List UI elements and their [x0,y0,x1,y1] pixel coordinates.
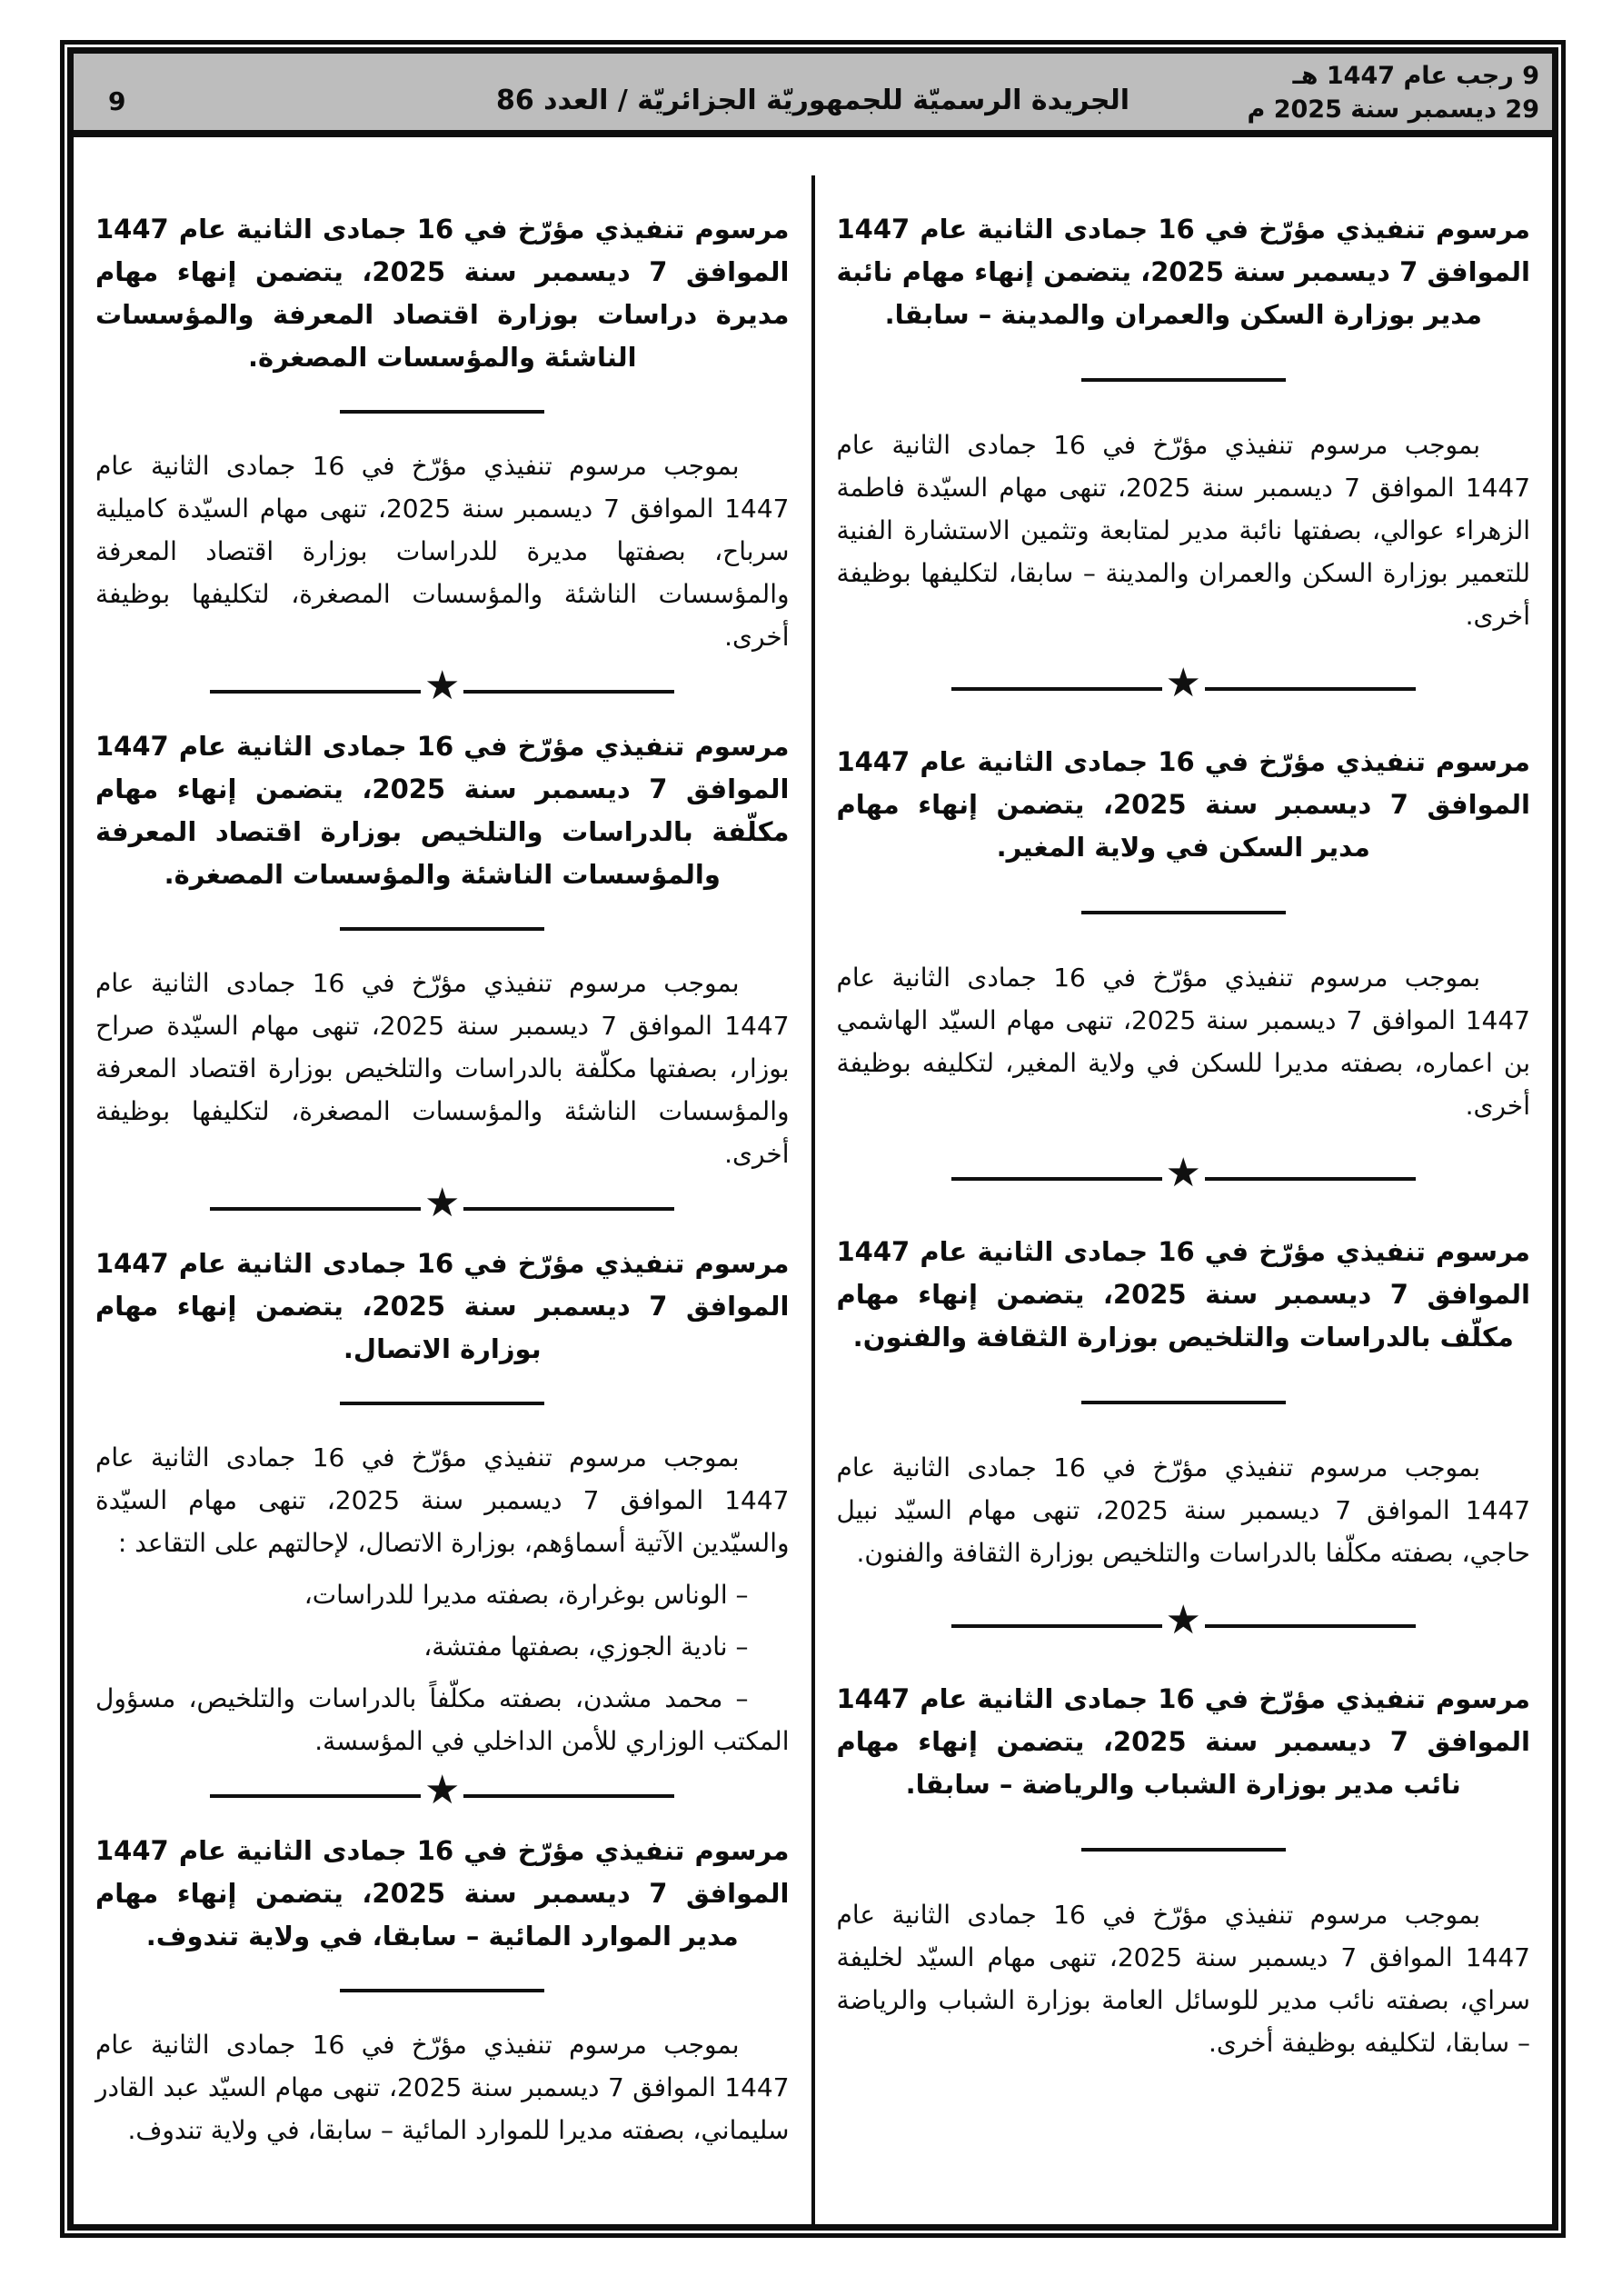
heading-rule [1081,911,1286,914]
decree-section [837,208,1531,637]
page-outer-border [60,40,1566,2238]
decree-section [837,1678,1531,2064]
star-icon: ★ [1165,660,1201,706]
star-separator [837,1150,1531,1196]
decree-body: بموجب مرسوم تنفيذي مؤرّخ في 16 جمادى الثانية عام 1447 الموافق 7 ديسمبر سنة 2025، تنهى مهام السيّدة والسيّدين الآتية أسماؤهم، بوزارة الاتصال، لإحالتهم على التقاعد : [95,1442,790,1558]
decree-heading: مرسوم تنفيذي مؤرّخ في 16 جمادى الثانية عام 1447 الموافق 7 ديسمبر سنة 2025، يتضمن إنهاء مهام مدير الموارد المائية – سابقا، في ولاية تندوف. [95,1835,790,1952]
decree-heading: مرسوم تنفيذي مؤرّخ في 16 جمادى الثانية عام 1447 الموافق 7 ديسمبر سنة 2025، يتضمن إنهاء مهام مكلّف بالدراسات والتلخيص بوزارة الثقافة والفنون. [836,1236,1530,1353]
star-icon: ★ [424,1180,461,1226]
decree-heading: مرسوم تنفيذي مؤرّخ في 16 جمادى الثانية عام 1447 الموافق 7 ديسمبر سنة 2025، يتضمن إنهاء مهام مكلّفة بالدراسات والتلخيص بوزارة اقتصاد المعرفة والمؤسسات الناشئة والمؤسسات المصغرة. [95,731,790,890]
decree-section [95,1830,790,2151]
decree-body: بموجب مرسوم تنفيذي مؤرّخ في 16 جمادى الثانية عام 1447 الموافق 7 ديسمبر سنة 2025، تنهى مهام السيّدة صراح بوزار، بصفتها مكلّفة بالدراسات والتلخيص بوزارة اقتصاد المعرفة والمؤسسات الناشئة والمؤسسات المصغرة، لتكليفها بوظيفة أخرى. [95,968,790,1169]
star-separator [95,1180,790,1226]
star-icon: ★ [424,1767,461,1813]
decree-heading: مرسوم تنفيذي مؤرّخ في 16 جمادى الثانية عام 1447 الموافق 7 ديسمبر سنة 2025، يتضمن إنهاء مهام نائبة مدير بوزارة السكن والعمران والمدينة – سابقا. [836,214,1530,330]
content-area [74,137,1552,2224]
column-right [815,175,1553,2224]
heading-rule [340,1989,544,1992]
decree-body: بموجب مرسوم تنفيذي مؤرّخ في 16 جمادى الثانية عام 1447 الموافق 7 ديسمبر سنة 2025، تنهى مهام السيّد نبيل حاجي، بصفته مكلّفا بالدراسات والتلخيص بوزارة الثقافة والفنون. [836,1452,1531,1568]
decree-body: بموجب مرسوم تنفيذي مؤرّخ في 16 جمادى الثانية عام 1447 الموافق 7 ديسمبر سنة 2025، تنهى مهام السيّدة كاميلية سرباح، بصفتها مديرة للدراسات بوزارة اقتصاد المعرفة والمؤسسات الناشئة والمؤسسات المصغرة، لتكليفها بوظيفة أخرى. [95,451,790,652]
decree-section [837,741,1531,1127]
decree-section [837,1231,1531,1574]
decree-heading: مرسوم تنفيذي مؤرّخ في 16 جمادى الثانية عام 1447 الموافق 7 ديسمبر سنة 2025، يتضمن إنهاء مهام نائب مدير بوزارة الشباب والرياضة – سابقا. [836,1683,1530,1800]
separator-line [210,690,421,694]
star-separator [837,660,1531,706]
decree-section [95,208,790,658]
decree-body: بموجب مرسوم تنفيذي مؤرّخ في 16 جمادى الثانية عام 1447 الموافق 7 ديسمبر سنة 2025، تنهى مهام السيّد عبد القادر سليماني، بصفته مديرا للموارد المائية – سابقا، في ولاية تندوف. [95,2030,790,2145]
separator-line [210,1794,421,1798]
list-item: – نادية الجوزي، بصفتها مفتشة، [423,1632,749,1662]
page-inner-border [67,47,1558,2231]
separator-line [951,1624,1162,1628]
star-icon: ★ [1165,1597,1201,1643]
decree-section [95,725,790,1175]
star-separator [837,1597,1531,1643]
decree-body: بموجب مرسوم تنفيذي مؤرّخ في 16 جمادى الثانية عام 1447 الموافق 7 ديسمبر سنة 2025، تنهى مهام السيّد لخليفة سراي، بصفته نائب مدير للوسائل العامة بوزارة الشباب والرياضة – سابقا، لتكليفه بوظيفة أخرى. [836,1900,1530,2058]
separator-line [210,1207,421,1211]
separator-line [463,1794,674,1798]
separator-line [1205,1177,1416,1181]
separator-line [1205,1624,1416,1628]
heading-rule [1081,378,1286,382]
heading-rule [340,410,544,414]
star-separator [95,663,790,709]
header-page-number: 9 [108,86,126,116]
heading-rule [340,927,544,931]
header-date-gregorian: 29 ديسمبر سنة 2025 م [1247,95,1539,124]
star-icon: ★ [1165,1150,1201,1196]
header-journal-title: الجريدة الرسميّة للجمهوريّة الجزائريّة / العدد 86 [495,85,1130,116]
header-band [74,54,1552,137]
heading-rule [1081,1401,1286,1404]
star-icon: ★ [424,663,461,709]
column-divider [811,175,815,2224]
list-item: – محمد مشدن، بصفته مكلّفاً بالدراسات والتلخيص، مسؤول المكتب الوزاري للأمن الداخلي في المؤسسة. [95,1683,790,1756]
separator-line [951,1177,1162,1181]
heading-rule [1081,1848,1286,1852]
decree-body: بموجب مرسوم تنفيذي مؤرّخ في 16 جمادى الثانية عام 1447 الموافق 7 ديسمبر سنة 2025، تنهى مهام السيّدة فاطمة الزهراء عوالي، بصفتها نائبة مدير لمتابعة وتثمين الاستشارة الفنية للتعمير بوزارة السكن والعمران والمدينة – سابقا، لتكليفها بوظيفة أخرى. [836,430,1531,631]
list-item: – الوناس بوغرارة، بصفته مديرا للدراسات، [304,1580,749,1610]
decree-body: بموجب مرسوم تنفيذي مؤرّخ في 16 جمادى الثانية عام 1447 الموافق 7 ديسمبر سنة 2025، تنهى مهام السيّد الهاشمي بن اعماره، بصفته مديرا للسكن في ولاية المغير، لتكليفه بوظيفة أخرى. [836,963,1530,1121]
header-date-hijri: 9 رجب عام 1447 هـ [1292,62,1539,90]
separator-line [463,690,674,694]
heading-rule [340,1402,544,1405]
decree-section [95,1243,790,1762]
decree-heading: مرسوم تنفيذي مؤرّخ في 16 جمادى الثانية عام 1447 الموافق 7 ديسمبر سنة 2025، يتضمن إنهاء مهام بوزارة الاتصال. [95,1248,790,1364]
decree-heading: مرسوم تنفيذي مؤرّخ في 16 جمادى الثانية عام 1447 الموافق 7 ديسمبر سنة 2025، يتضمن إنهاء مهام مديرة دراسات بوزارة اقتصاد المعرفة والمؤسسات الناشئة والمؤسسات المصغرة. [95,214,790,373]
separator-line [951,687,1162,691]
separator-line [463,1207,674,1211]
separator-line [1205,687,1416,691]
star-separator [95,1767,790,1813]
decree-list [95,1573,790,1762]
column-left [74,175,811,2224]
decree-heading: مرسوم تنفيذي مؤرّخ في 16 جمادى الثانية عام 1447 الموافق 7 ديسمبر سنة 2025، يتضمن إنهاء مهام مدير السكن في ولاية المغير. [836,746,1530,863]
